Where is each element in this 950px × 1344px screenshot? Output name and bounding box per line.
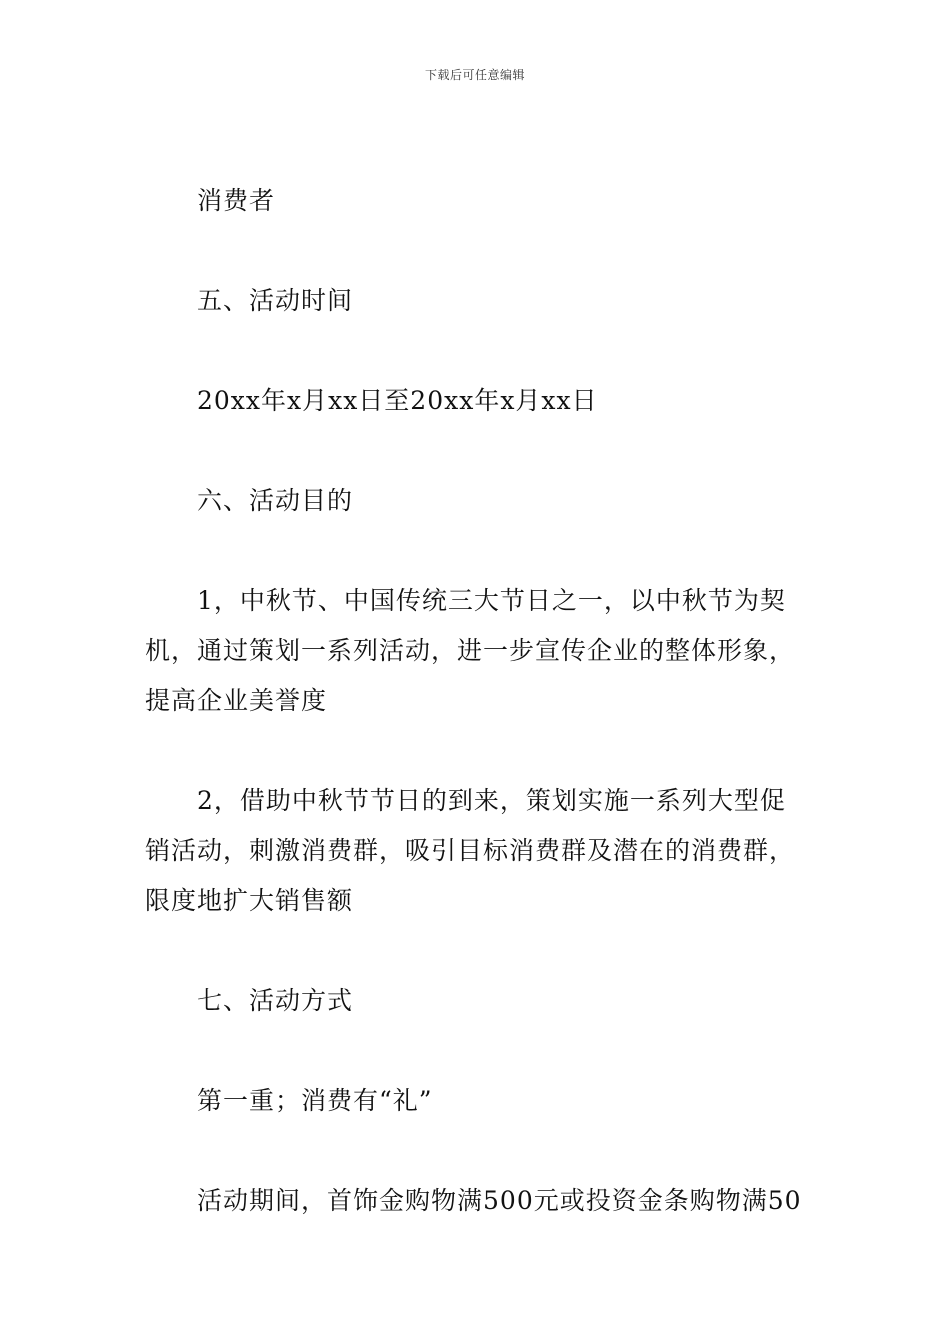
paragraph-gap [145,926,807,976]
section-heading-activity-method: 七、活动方式 [197,986,354,1015]
section-heading-activity-purpose: 六、活动目的 [197,486,354,515]
paragraph-consumers: 消费者 [197,186,276,215]
paragraph-gap [145,426,807,476]
paragraph-gap [145,326,807,376]
paragraph-gap [145,1026,807,1076]
paragraph-purpose-2: 2，借助中秋节节日的到来，策划实施一系列大型促销活动，刺激消费群，吸引目标消费群及潜在的消费群，限度地扩大销售额 [145,786,796,915]
paragraph-gap [145,526,807,576]
paragraph-gap [145,226,807,276]
paragraph-purpose-1: 1，中秋节、中国传统三大节日之一，以中秋节为契机，通过策划一系列活动，进一步宣传企业的整体形象，提高企业美誉度 [145,586,796,715]
paragraph-activity-dates: 20xx年x月xx日至20xx年x月xx日 [197,386,598,415]
document-body [145,176,807,1226]
section-heading-activity-time: 五、活动时间 [197,286,354,315]
paragraph-gap [145,726,807,776]
page-header-note: 下载后可任意编辑 [424,68,525,82]
subheading-first-tier: 第一重；消费有“礼” [197,1086,433,1115]
paragraph-gap [145,1126,807,1176]
paragraph-activity-details: 活动期间，首饰金购物满500元或投资金条购物满50 [197,1186,802,1215]
